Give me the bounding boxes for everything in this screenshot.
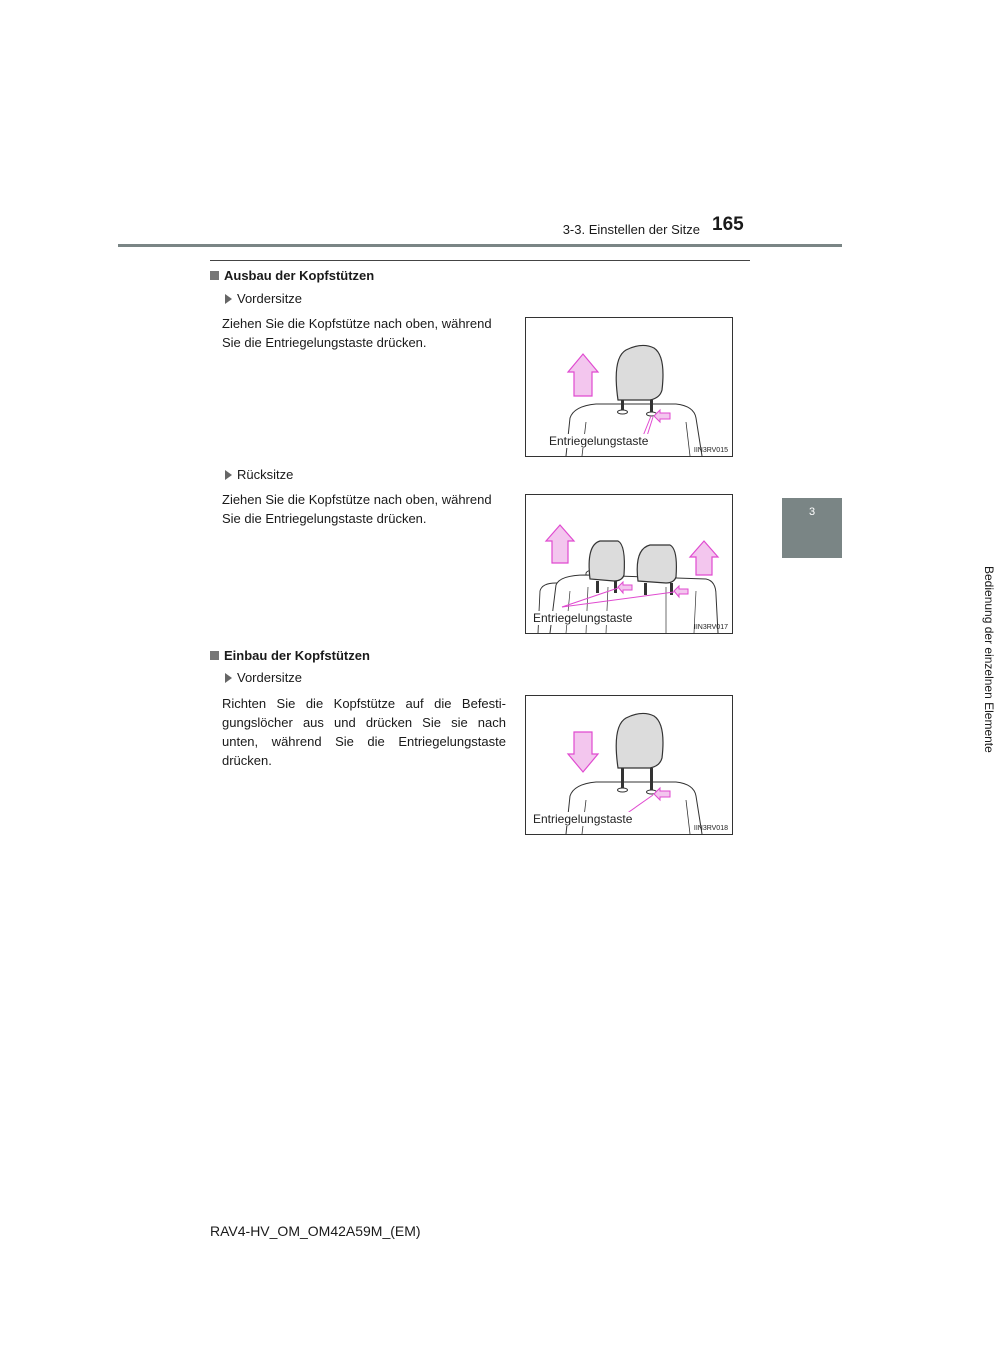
figure-front-installation [525, 695, 733, 835]
page-number: 165 [712, 214, 744, 235]
header-section-title: 3-3. Einstellen der Sitze [562, 222, 700, 237]
removal-rear-label: Rücksitze [225, 467, 293, 482]
figure-label: Entriegelungstaste [533, 611, 633, 625]
figure-rear-removal [525, 494, 733, 634]
footer-document-code: RAV4-HV_OM_OM42A59M_(EM) [210, 1223, 421, 1239]
header-rule [118, 244, 842, 247]
section-rule [210, 260, 750, 261]
square-bullet-icon [210, 651, 219, 660]
removal-front-label: Vordersitze [225, 291, 302, 306]
square-bullet-icon [210, 271, 219, 280]
triangle-bullet-icon [225, 673, 232, 683]
removal-heading: Ausbau der Kopfstützen [210, 268, 374, 283]
figure-code: IIN3RV018 [693, 825, 728, 832]
figure-code: IIN3RV015 [693, 447, 728, 454]
figure-label: Entriegelungstaste [549, 434, 649, 448]
figure-front-removal [525, 317, 733, 457]
chapter-tab [782, 498, 842, 558]
triangle-bullet-icon [225, 294, 232, 304]
figure-code: IIN3RV017 [693, 624, 728, 631]
chapter-title: Bedienung der einzelnen Elemente [982, 566, 996, 753]
installation-front-label: Vordersitze [225, 670, 302, 685]
removal-front-text: Ziehen Sie die Kopfstütze nach oben, während Sie die Entriegelungstaste drücken. [222, 316, 492, 350]
removal-rear-text: Ziehen Sie die Kopfstütze nach oben, während Sie die Entriegelungstaste drücken. [222, 492, 492, 526]
chapter-number: 3 [808, 506, 816, 518]
figure-label: Entriegelungstaste [533, 812, 633, 826]
triangle-bullet-icon [225, 470, 232, 480]
installation-heading: Einbau der Kopfstützen [210, 648, 370, 663]
installation-front-text: Richten Sie die Kopfstütze auf die Befesti-gungslöcher aus und drücken Sie sie nach unten, während Sie die Entriegelungstaste drücken. [222, 696, 506, 768]
